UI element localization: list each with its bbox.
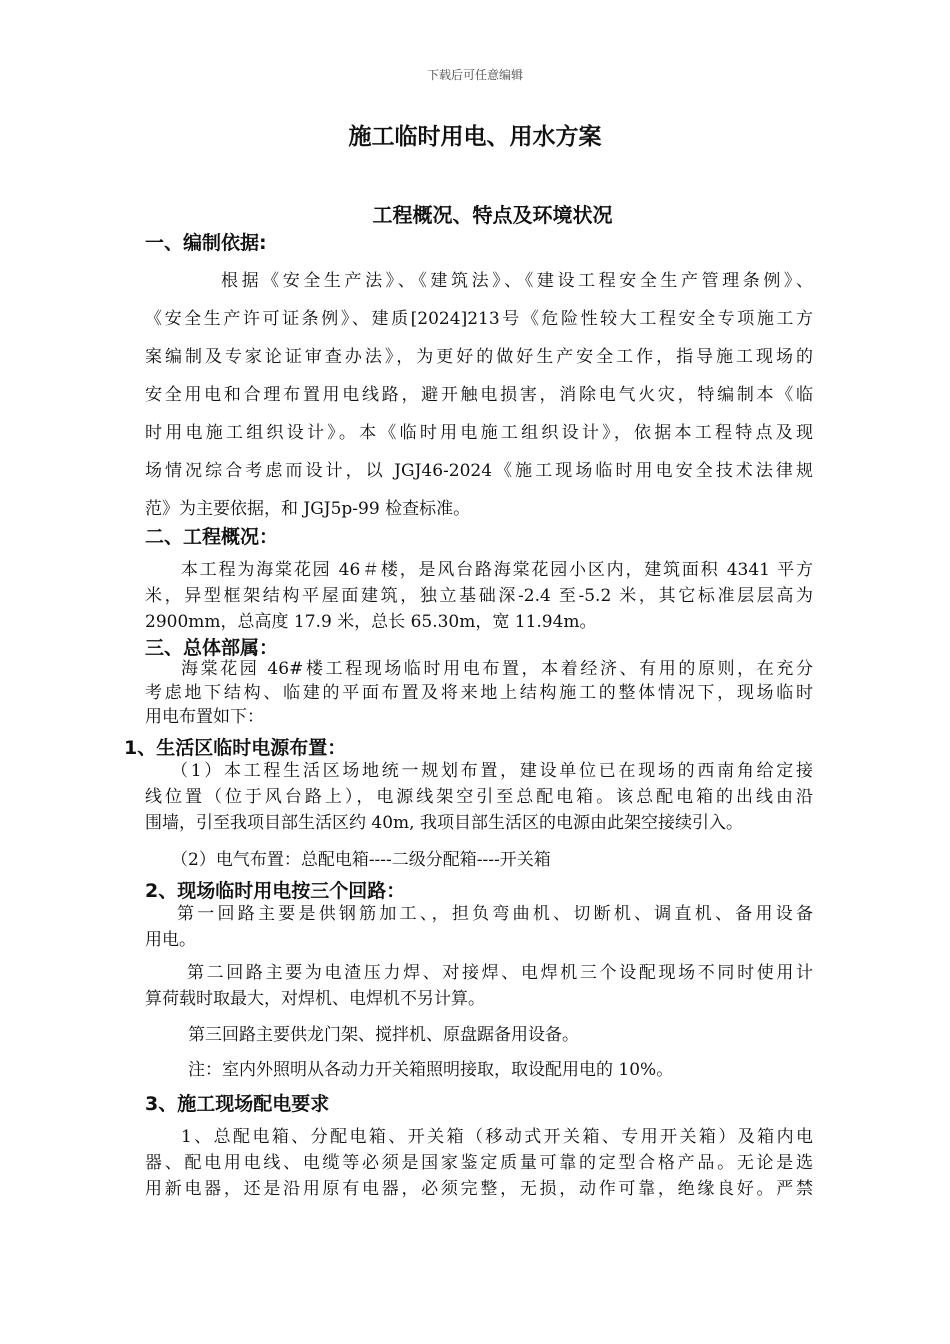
circuit-three-line: 第三回路主要供龙门架、搅拌机、原盘踞备用设备。 bbox=[188, 1025, 579, 1045]
paragraph-line: 第二回路主要为电渣压力焊、对接焊、电焊机三个设配现场不同时使用计 bbox=[187, 963, 813, 983]
paragraph-line: 考虑地下结构、临建的平面布置及将来地上结构施工的整体情况下，现场临时 bbox=[145, 683, 813, 703]
living-area-power-paragraph bbox=[145, 758, 813, 836]
distribution-requirements-paragraph bbox=[145, 1124, 813, 1202]
subsection-heading-three-circuits: 2、现场临时用电按三个回路： bbox=[145, 880, 406, 902]
paragraph-line: 本工程为海棠花园 46＃楼，是风台路海棠花园小区内，建筑面积 4341 平方 bbox=[181, 560, 813, 580]
circuit-two-paragraph bbox=[145, 960, 813, 1012]
section-deployment-paragraph bbox=[145, 657, 813, 729]
section-basis-paragraph bbox=[145, 262, 813, 528]
paragraph-line: 第一回路主要是供钢筋加工、，担负弯曲机、切断机、调直机、备用设备 bbox=[177, 904, 813, 924]
subsection-heading-distribution-requirements: 3、施工现场配电要求 bbox=[145, 1093, 330, 1115]
paragraph-line: 围墙，引至我项目部生活区约 40m, 我项目部生活区的电源由此架空接续引入。 bbox=[145, 813, 743, 833]
header-note: 下载后可任意编辑 bbox=[426, 68, 523, 82]
paragraph-line: 场情况综合考虑而设计，以 JGJ46-2024《施工现场临时用电安全技术法律规 bbox=[145, 461, 813, 481]
paragraph-line: 用新电器，还是沿用原有电器，必须完整，无损，动作可靠，绝缘良好。严禁 bbox=[145, 1179, 813, 1199]
electrical-layout-line: （2）电气布置：总配电箱----二级分配箱----开关箱 bbox=[171, 850, 551, 870]
document-title: 施工临时用电、用水方案 bbox=[348, 124, 602, 150]
subsection-heading-living-area-power: 1、生活区临时电源布置： bbox=[124, 737, 347, 759]
paragraph-line: 米，异型框架结构平屋面建筑，独立基础深-2.4 至-5.2 米，其它标准层层高为 bbox=[145, 586, 813, 606]
paragraph-line: 安全用电和合理布置用电线路，避开触电损害，消除电气火灾，特编制本《临 bbox=[145, 385, 813, 405]
paragraph-line: 算荷载时取最大，对焊机、电焊机不另计算。 bbox=[145, 989, 485, 1009]
lighting-note-line: 注：室内外照明从各动力开关箱照明接取，取设配用电的 10%。 bbox=[188, 1060, 674, 1080]
paragraph-line: 范》为主要依据，和 JGJ5p-99 检查标准。 bbox=[145, 499, 471, 519]
section-heading-deployment: 三、总体部属： bbox=[145, 637, 279, 659]
paragraph-line: 用电布置如下： bbox=[145, 707, 264, 727]
paragraph-line: 线位置（位于风台路上），电源线架空引至总配电箱。该总配电箱的出线由沿 bbox=[145, 787, 813, 807]
paragraph-line: 器、配电用电线、电缆等必须是国家鉴定质量可靠的定型合格产品。无论是选 bbox=[145, 1153, 813, 1173]
paragraph-line: 海棠花园 46#楼工程现场临时用电布置，本着经济、有用的原则，在充分 bbox=[181, 659, 813, 679]
paragraph-line: 时用电施工组织设计》。本《临时用电施工组织设计》，依据本工程特点及现 bbox=[145, 423, 813, 443]
paragraph-line: （1）本工程生活区场地统一规划布置，建设单位已在现场的西南角给定接 bbox=[171, 761, 813, 781]
paragraph-line: 2900mm，总高度 17.9 米，总长 65.30m，宽 11.94m。 bbox=[145, 612, 597, 632]
section-overview-paragraph bbox=[145, 557, 813, 635]
circuit-one-paragraph bbox=[145, 901, 813, 953]
document-subtitle: 工程概况、特点及环境状况 bbox=[372, 203, 613, 227]
section-heading-basis: 一、编制依据: bbox=[145, 232, 267, 254]
paragraph-line: 用电。 bbox=[145, 930, 196, 950]
paragraph-line: 案编制及专家论证审查办法》，为更好的做好生产安全工作，指导施工现场的 bbox=[145, 347, 813, 367]
section-heading-overview: 二、工程概况： bbox=[145, 526, 279, 548]
paragraph-line: 《安全生产许可证条例》、建质[2024]213号《危险性较大工程安全专项施工方 bbox=[145, 309, 813, 329]
paragraph-line: 1、总配电箱、分配电箱、开关箱（移动式开关箱、专用开关箱）及箱内电 bbox=[181, 1127, 813, 1147]
paragraph-line: 根据《安全生产法》、《建筑法》、《建设工程安全生产管理条例》、 bbox=[221, 271, 813, 291]
